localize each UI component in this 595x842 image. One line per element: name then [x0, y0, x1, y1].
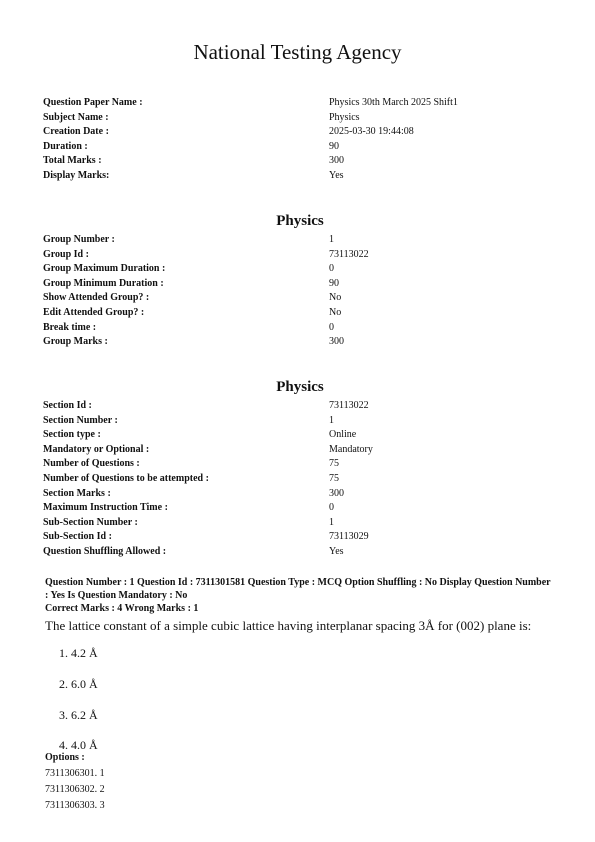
- info-label: Number of Questions :: [43, 458, 140, 470]
- section-info-row: [43, 516, 563, 531]
- info-label: Number of Questions to be attempted :: [43, 472, 209, 484]
- section-info-row: [43, 501, 563, 516]
- info-value: 73113022: [329, 248, 369, 260]
- info-value: Yes: [329, 169, 344, 181]
- question-marks-line: Correct Marks : 4 Wrong Marks : 1: [45, 603, 199, 614]
- info-value: 0: [329, 502, 334, 514]
- info-value: 75: [329, 472, 339, 484]
- info-value: Online: [329, 429, 357, 441]
- info-label: Break time :: [43, 321, 97, 333]
- info-value: 75: [329, 458, 339, 470]
- group-info-row: [43, 321, 563, 336]
- paper-info-table: [43, 96, 563, 184]
- section-info-row: [43, 428, 563, 443]
- info-value: Mandatory: [329, 443, 373, 455]
- info-label: Sub-Section Id :: [43, 531, 112, 543]
- group-info-row: [43, 262, 563, 277]
- paper-info-row: [43, 140, 563, 155]
- info-label: Group Id :: [43, 248, 89, 260]
- info-value: 0: [329, 263, 334, 275]
- info-value: Physics: [329, 111, 360, 123]
- info-value: 90: [329, 140, 339, 152]
- info-value: No: [329, 292, 342, 304]
- info-label: Sub-Section Number :: [43, 516, 138, 528]
- info-label: Group Maximum Duration :: [43, 263, 166, 275]
- paper-info-row: [43, 111, 563, 126]
- info-label: Section type :: [43, 429, 101, 441]
- info-value: No: [329, 306, 342, 318]
- option-id: 7311306302. 2: [45, 784, 105, 795]
- info-value: 0: [329, 321, 334, 333]
- group-info-row: [43, 335, 563, 350]
- info-label: Total Marks :: [43, 155, 102, 167]
- group-info-row: [43, 277, 563, 292]
- info-label: Edit Attended Group? :: [43, 306, 145, 318]
- group-heading: Physics: [276, 213, 324, 229]
- info-value: 300: [329, 336, 344, 348]
- info-label: Group Number :: [43, 234, 115, 245]
- info-value: 90: [329, 277, 339, 289]
- section-info-table: [43, 399, 563, 560]
- paper-info-row: [43, 169, 563, 184]
- info-label: Show Attended Group? :: [43, 292, 150, 304]
- info-value: 300: [329, 155, 344, 167]
- group-info-row: [43, 291, 563, 306]
- section-info-row: [43, 545, 563, 560]
- info-value: 2025-03-30 19:44:08: [329, 126, 414, 138]
- info-value: 73113029: [329, 531, 369, 543]
- section-info-row: [43, 530, 563, 545]
- info-value: 1: [329, 414, 334, 426]
- info-label: Section Number :: [43, 414, 118, 426]
- info-value: 1: [329, 516, 334, 528]
- option-id: 7311306301. 1: [45, 768, 105, 779]
- section-info-row: [43, 399, 563, 414]
- group-info-table: [43, 233, 563, 350]
- info-value: Physics 30th March 2025 Shift1: [329, 97, 458, 108]
- group-info-row: [43, 248, 563, 263]
- section-info-row: [43, 414, 563, 429]
- section-info-row: [43, 487, 563, 502]
- paper-info-row: [43, 154, 563, 169]
- answer-choice-1: 1. 4.2 Å: [59, 646, 98, 660]
- info-label: Question Shuffling Allowed :: [43, 545, 167, 557]
- info-label: Group Marks :: [43, 336, 108, 348]
- section-info-row: [43, 472, 563, 487]
- page-title: National Testing Agency: [193, 40, 402, 64]
- options-label: Options :: [45, 752, 85, 763]
- paper-info-row: [43, 96, 563, 111]
- info-value: 1: [329, 234, 334, 245]
- info-label: Maximum Instruction Time :: [43, 502, 168, 514]
- group-info-row: [43, 233, 563, 248]
- info-label: Section Marks :: [43, 487, 111, 499]
- info-value: Yes: [329, 545, 344, 557]
- section-info-row: [43, 443, 563, 458]
- info-label: Display Marks:: [43, 169, 110, 181]
- info-value: 73113022: [329, 400, 369, 411]
- question-text: The lattice constant of a simple cubic lattice having interplanar spacing 3Å for (002) plane is:: [45, 618, 532, 633]
- answer-choice-4: 4. 4.0 Å: [59, 738, 98, 752]
- group-info-row: [43, 306, 563, 321]
- question-meta: [45, 576, 555, 615]
- answer-choice-2: 2. 6.0 Å: [59, 677, 98, 691]
- question-meta-line: Question Number : 1 Question Id : 7311301581 Question Type : MCQ Option Shuffling : No Display Question Number : Yes Is Question Mandatory : No: [45, 577, 551, 601]
- info-label: Mandatory or Optional :: [43, 443, 150, 455]
- paper-info-row: [43, 125, 563, 140]
- info-label: Question Paper Name :: [43, 97, 143, 108]
- section-info-row: [43, 457, 563, 472]
- info-label: Duration :: [43, 140, 88, 152]
- info-label: Creation Date :: [43, 126, 109, 138]
- answer-choice-3: 3. 6.2 Å: [59, 708, 98, 722]
- info-label: Group Minimum Duration :: [43, 277, 164, 289]
- info-value: 300: [329, 487, 344, 499]
- info-label: Subject Name :: [43, 111, 109, 123]
- info-label: Section Id :: [43, 400, 92, 411]
- section-heading: Physics: [276, 379, 324, 395]
- option-id: 7311306303. 3: [45, 800, 105, 811]
